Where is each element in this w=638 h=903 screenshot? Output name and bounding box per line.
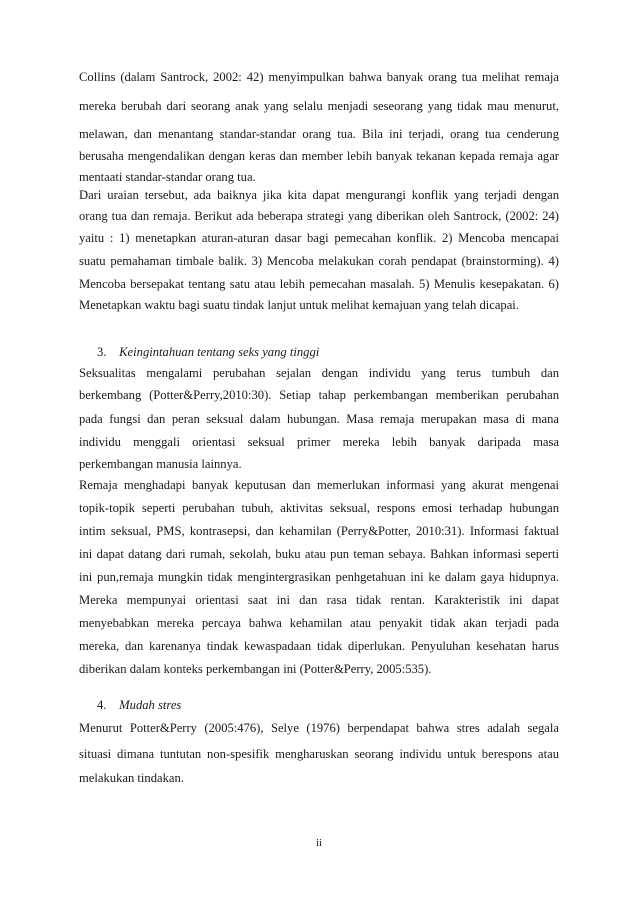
section-heading bbox=[97, 341, 319, 363]
paragraph-line: ini dapat datang dari rumah, sekolah, buku atau pun teman sebaya. Bahkan informasi seperti bbox=[79, 547, 559, 561]
paragraph-line: orang tua dan remaja. Berikut ada beberapa strategi yang diberikan oleh Santrock, (2002: 24) bbox=[79, 209, 559, 223]
paragraph-line: Menetapkan waktu bagi suatu tindak lanjut untuk melihat kemajuan yang telah dicapai. bbox=[79, 298, 519, 312]
paragraph-line: Seksualitas mengalami perubahan sejalan dengan individu yang terus tumbuh dan bbox=[79, 366, 559, 380]
paragraph-line: melawan, dan menantang standar-standar orang tua. Bila ini terjadi, orang tua cenderung bbox=[79, 127, 559, 141]
paragraph-line: Mencoba bersepakat tentang satu atau lebih pemecahan masalah. 5) Menulis kesepakatan. 6) bbox=[79, 277, 559, 291]
paragraph-line: mentaati standar-standar orang tua. bbox=[79, 170, 256, 184]
paragraph-line: melakukan tindakan. bbox=[79, 771, 184, 785]
paragraph-line: individu menggali orientasi seksual primer mereka lebih banyak daripada masa bbox=[79, 435, 559, 449]
paragraph-line: menyebabkan mereka percaya bahwa kehamilan atau penyakit tidak akan terjadi pada bbox=[79, 616, 559, 630]
paragraph-line: ini pun,remaja mungkin tidak mengintergrasikan penhgetahuan ini ke dalam gaya hidupnya. bbox=[79, 570, 559, 584]
paragraph-line: perkembangan manusia lainnya. bbox=[79, 457, 242, 471]
section-heading bbox=[97, 694, 181, 716]
paragraph-line: topik-topik seperti perubahan tubuh, aktivitas seksual, respons emosi terhadap hubungan bbox=[79, 501, 559, 515]
page-number: ii bbox=[315, 837, 323, 849]
paragraph-line: yaitu : 1) menetapkan aturan-aturan dasar bagi pemecahan konflik. 2) Mencoba mencapai bbox=[79, 231, 559, 245]
heading-title: Mudah stres bbox=[119, 698, 182, 712]
paragraph-line: berusaha mengendalikan dengan keras dan member lebih banyak tekanan kepada remaja agar bbox=[79, 149, 559, 163]
heading-number: 3. bbox=[97, 345, 107, 359]
heading-title: Keingintahuan tentang seks yang tinggi bbox=[119, 345, 320, 359]
paragraph-line: Collins (dalam Santrock, 2002: 42) menyimpulkan bahwa banyak orang tua melihat remaja bbox=[79, 70, 559, 84]
heading-number: 4. bbox=[97, 698, 107, 712]
paragraph-line: Menurut Potter&Perry (2005:476), Selye (1976) berpendapat bahwa stres adalah segala bbox=[79, 721, 559, 735]
paragraph-line: Dari uraian tersebut, ada baiknya jika kita dapat mengurangi konflik yang terjadi dengan bbox=[79, 188, 559, 202]
paragraph-line: Remaja menghadapi banyak keputusan dan memerlukan informasi yang akurat mengenai bbox=[79, 478, 559, 492]
paragraph-line: suatu pemahaman timbale balik. 3) Mencoba melakukan corah pendapat (brainstorming). 4) bbox=[79, 254, 559, 268]
paragraph-line: diberikan dalam konteks perkembangan ini (Potter&Perry, 2005:535). bbox=[79, 662, 432, 676]
paragraph-line: berkembang (Potter&Perry,2010:30). Setiap tahap perkembangan memberikan perubahan bbox=[79, 388, 559, 402]
paragraph-line: Mereka mempunyai orientasi saat ini dan rasa tidak rentan. Karakteristik ini dapat bbox=[79, 593, 559, 607]
paragraph-line: pada fungsi dan peran seksual dalam hubungan. Masa remaja merupakan masa di mana bbox=[79, 412, 559, 426]
paragraph-line: intim seksual, PMS, kontrasepsi, dan kehamilan (Perry&Potter, 2010:31). Informasi faktual bbox=[79, 524, 559, 538]
paragraph-line: mereka berubah dari seorang anak yang selalu menjadi seseorang yang tidak mau menurut, bbox=[79, 99, 559, 113]
paragraph-line: situasi dimana tuntutan non-spesifik mengharuskan seorang individu untuk berespons atau bbox=[79, 747, 559, 761]
paragraph-line: mereka, dan karenanya tindak kewaspadaan tidak diperlukan. Penyuluhan kesehatan harus bbox=[79, 639, 559, 653]
